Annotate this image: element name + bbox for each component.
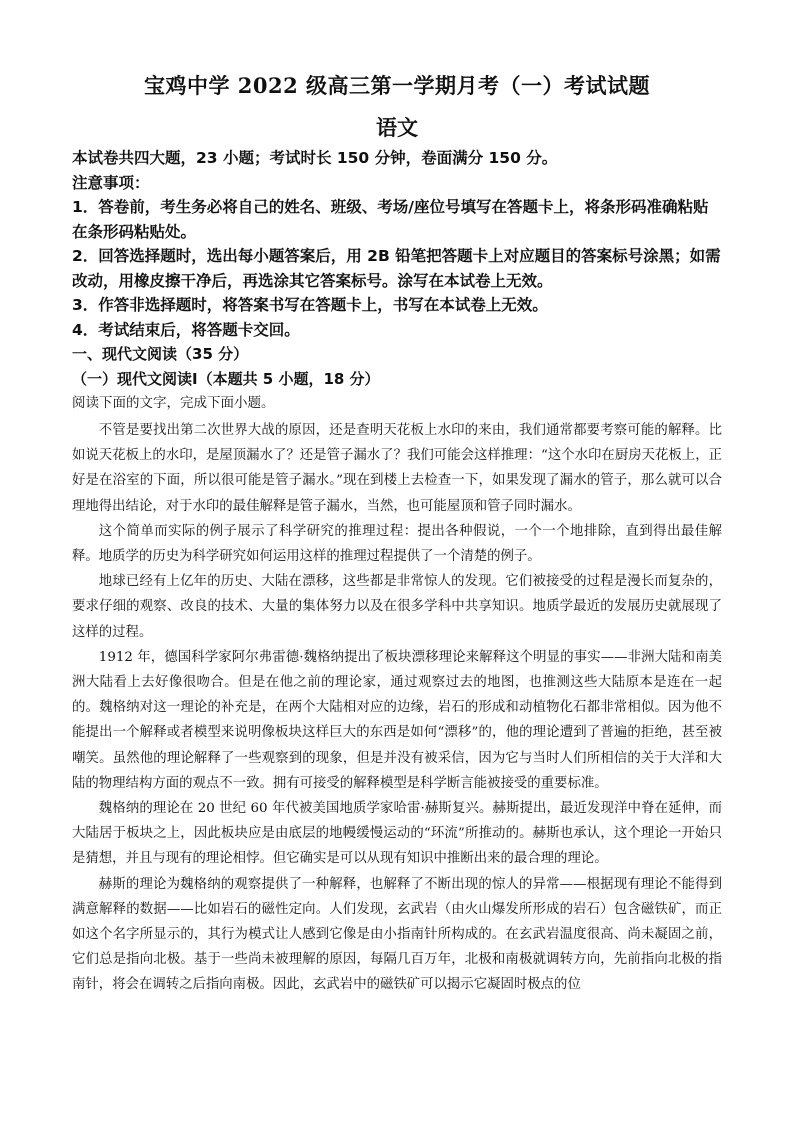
exam-notes (72, 146, 722, 416)
note-item-4: 4．考试结束后，将答题卡交回。 (72, 320, 300, 339)
passage-paragraph-2: 这个简单而实际的例子展示了科学研究的推理过程：提出各种假说，一个一个地排除，直到得出最佳解释。地质学的历史为科学研究如何运用这样的推理过程提供了一个清楚的例子。 (72, 523, 722, 565)
exam-title: 宝鸡中学 2022 级高三第一学期月考（一）考试试题 (143, 73, 651, 98)
reading-instruction: 阅读下面的文字，完成下面小题。 (72, 395, 275, 411)
note-item-1: 1．答卷前，考生务必将自己的姓名、班级、考场/座位号填写在答题卡上，将条形码准确粘贴在条形码粘贴处。 (72, 198, 709, 241)
reading-passage (72, 418, 722, 998)
note-item-3: 3．作答非选择题时，将答案书写在答题卡上，书写在本试卷上无效。 (72, 296, 548, 314)
note-item-2: 2．回答选择题时，选出每小题答案后，用 2B 铅笔把答题卡上对应题目的答案标号涂黑；如需改动，用橡皮擦干净后，再选涂其它答案标号。涂写在本试卷上无效。 (72, 247, 721, 290)
passage-paragraph-6: 赫斯的理论为魏格纳的观察提供了一种解释，也解释了不断出现的惊人的异常——根据现有理论不能得到满意解释的数据——比如岩石的磁性定向。人们发现，玄武岩（由火山爆发所形成的岩石）包含磁铁矿，而正如这个名字所显示的，其行为模式让人感到它像是由小指南针所构成的。在玄武岩温度很高、尚未凝固之前，它们总是指向北极。基于一些尚未被理解的原因，每隔几百万年，北极和南极就调转方向，先前指向北极的指南针，将会在调转之后指向南极。因此，玄武岩中的磁铁矿可以揭示它凝固时极点的位 (72, 876, 722, 993)
subject-title: 语文 (376, 115, 418, 140)
passage-paragraph-5: 魏格纳的理论在 20 世纪 60 年代被美国地质学家哈雷·赫斯复兴。赫斯提出，最近发现洋中脊在延伸，而大陆居于板块之上，因此板块应是由底层的地幔缓慢运动的“环流”所推动的。赫斯也承认，这个理论一开始只是猜想，并且与现有的理论相悖。但它确实是可以从现有知识中推断出来的最合理的理论。 (72, 801, 722, 867)
passage-paragraph-1: 不管是要找出第二次世界大战的原因，还是查明天花板上水印的来由，我们通常都要考察可能的解释。比如说天花板上的水印，是屋顶漏水了？还是管子漏水了？我们可能会这样推理：“这个水印在厨房天花板上，正好是在浴室的下面，所以很可能是管子漏水。”现在到楼上去检查一下，如果发现了漏水的管子，那么就可以合理地得出结论，对于水印的最佳解释是管子漏水，当然，也可能屋顶和管子同时漏水。 (72, 423, 722, 514)
notes-heading: 注意事项： (72, 173, 150, 192)
passage-paragraph-4: 1912 年，德国科学家阿尔弗雷德·魏格纳提出了板块漂移理论来解释这个明显的事实——非洲大陆和南美洲大陆看上去好像很吻合。但是在他之前的理论家，通过观察过去的地图，也推测这些大陆原本是连在一起的。魏格纳对这一理论的补充是，在两个大陆相对应的边缘，岩石的形成和动植物化石都非常相似。因为他不能提出一个解释或者模型来说明像板块这样巨大的东西是如何“漂移”的，他的理论遭到了普遍的拒绝，甚至被嘲笑。虽然他的理论解释了一些观察到的现象，但是并没有被采信，因为它与当时人们所相信的关于大洋和大陆的物理结构方面的观点不一致。拥有可接受的解释模型是科学断言能被接受的重要标准。 (72, 649, 722, 791)
exam-summary: 本试卷共四大题，23 小题；考试时长 150 分钟，卷面满分 150 分。 (72, 149, 558, 167)
section-subtitle: （一）现代文阅读Ⅰ（本题共 5 小题，18 分） (72, 369, 380, 388)
section-title: 一、现代文阅读（35 分） (72, 345, 249, 363)
passage-paragraph-3: 地球已经有上亿年的历史、大陆在漂移，这些都是非常惊人的发现。它们被接受的过程是漫长而复杂的，要求仔细的观察、改良的技术、大量的集体努力以及在很多学科中共享知识。地质学最近的发展历史就展现了这样的过程。 (72, 574, 722, 640)
